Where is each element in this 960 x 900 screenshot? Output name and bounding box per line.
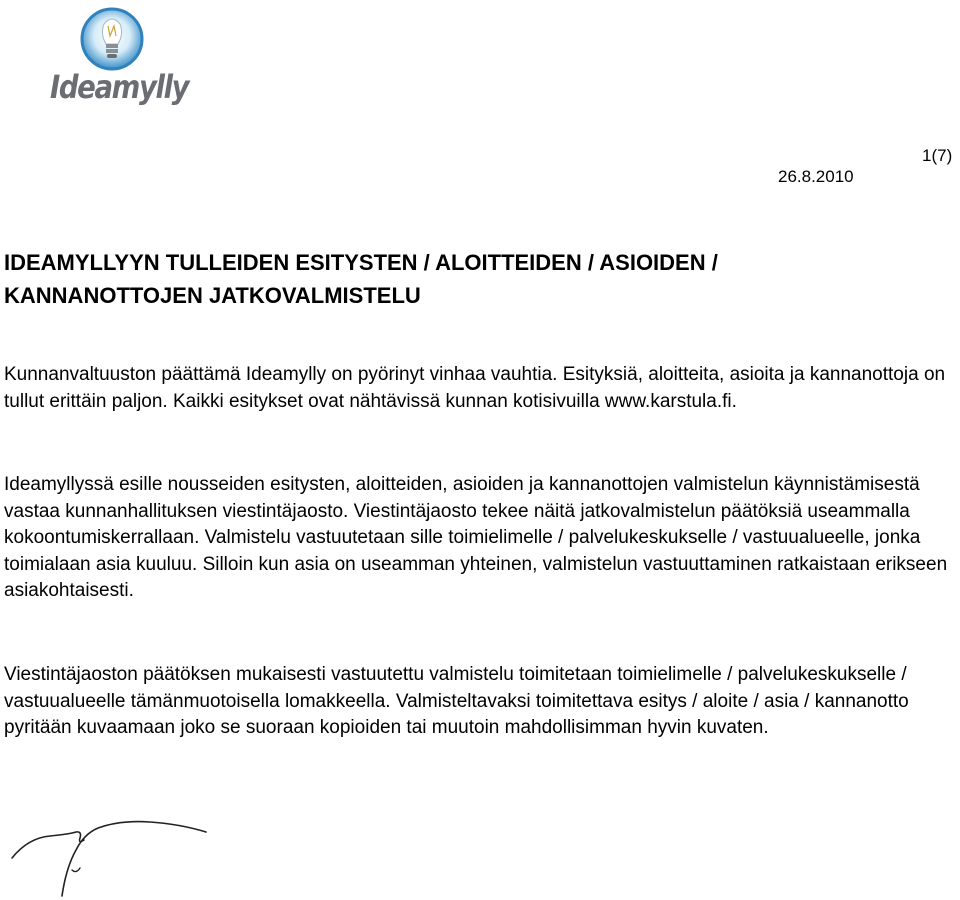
paragraph-intro: Kunnanvaltuuston päättämä Ideamylly on pyörinyt vinhaa vauhtia. Esityksiä, aloitteita, asioita ja kannanottoja on tullut erittäin paljon. Kaikki esitykset ovat nähtävissä kunnan kotisivuilla www.karstula.fi. <box>4 364 946 412</box>
document-date: 26.8.2010 <box>778 167 854 186</box>
paragraph-process: Ideamyllyssä esille nousseiden esitysten, aloitteiden, asioiden ja kannanottojen valmistelun käynnistämisestä vastaa kunnanhallituksen viestintäjaosto. Viestintäjaosto tekee näitä jatkovalmistelun päätöksiä useammalla kokoontumiskerrallaan. Valmistelu vastuutetaan sille toimielimelle / palvelukeskukselle / vastuualueelle, jonka toimialaan asia kuuluu. Silloin kun asia on useamman yhteinen, valmistelun vastuuttaminen ratkaistaan erikseen asiakohtaisesti. <box>4 474 948 602</box>
page-number: 1(7) <box>922 146 953 165</box>
lightbulb-icon <box>44 4 194 74</box>
ideamylly-logo <box>44 4 194 114</box>
document-title <box>4 246 944 312</box>
paragraph-decision: Viestintäjaoston päätöksen mukaisesti vastuutettu valmistelu toimitetaan toimielimelle / palvelukeskukselle / vastuualueelle tämänmuotoisella lomakkeella. Valmisteltavaksi toimitettava esitys / aloite / asia / kannanotto pyritään kuvaamaan joko se suoraan kopioiden tai muutoin mahdollisimman hyvin kuvaten. <box>4 664 909 739</box>
logo-wordmark: Ideamylly <box>50 68 189 106</box>
title-line-1: IDEAMYLLYYN TULLEIDEN ESITYSTEN / ALOITTEIDEN / ASIOIDEN / <box>4 250 718 275</box>
signature <box>10 798 220 898</box>
title-line-2: KANNANOTTOJEN JATKOVALMISTELU <box>4 283 421 308</box>
